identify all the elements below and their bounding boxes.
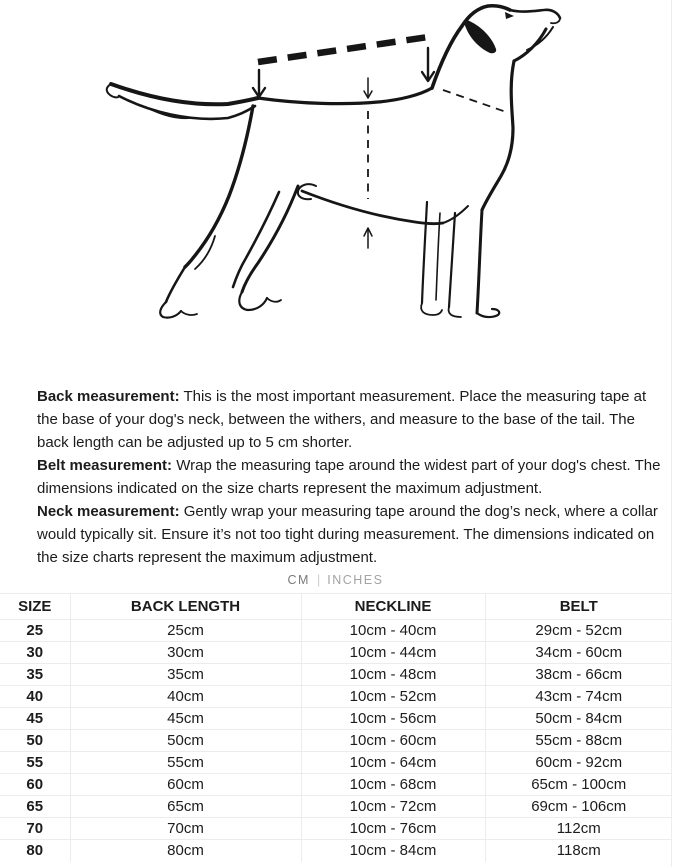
cell-size: 80	[0, 840, 70, 862]
header-belt: BELT	[485, 594, 672, 620]
cell-back-length: 45cm	[70, 708, 301, 730]
cell-belt: 50cm - 84cm	[485, 708, 672, 730]
cell-size: 35	[0, 664, 70, 686]
neck-measurement-paragraph	[37, 500, 670, 569]
cell-neckline: 10cm - 72cm	[301, 796, 485, 818]
cell-back-length: 60cm	[70, 774, 301, 796]
back-measurement-label: Back measurement:	[37, 388, 180, 405]
cell-neckline: 10cm - 44cm	[301, 642, 485, 664]
cell-belt: 43cm - 74cm	[485, 686, 672, 708]
down-arrow-icon	[422, 48, 434, 81]
table-row	[0, 818, 672, 840]
neck-dashed-line	[443, 90, 509, 113]
cell-belt: 34cm - 60cm	[485, 642, 672, 664]
header-size: SIZE	[0, 594, 70, 620]
size-table-body	[0, 620, 672, 862]
cell-neckline: 10cm - 76cm	[301, 818, 485, 840]
cell-size: 70	[0, 818, 70, 840]
cell-neckline: 10cm - 52cm	[301, 686, 485, 708]
size-table-header-row	[0, 594, 672, 620]
cell-belt: 55cm - 88cm	[485, 730, 672, 752]
cell-belt: 112cm	[485, 818, 672, 840]
cell-back-length: 80cm	[70, 840, 301, 862]
down-arrow-icon	[253, 70, 265, 97]
cell-belt: 65cm - 100cm	[485, 774, 672, 796]
cell-back-length: 25cm	[70, 620, 301, 642]
cell-back-length: 70cm	[70, 818, 301, 840]
cell-neckline: 10cm - 68cm	[301, 774, 485, 796]
cell-back-length: 55cm	[70, 752, 301, 774]
cell-back-length: 40cm	[70, 686, 301, 708]
table-row	[0, 840, 672, 862]
dog-measurement-illustration	[0, 0, 672, 372]
cell-back-length: 35cm	[70, 664, 301, 686]
table-row	[0, 774, 672, 796]
table-row	[0, 796, 672, 818]
unit-option-inches[interactable]: INCHES	[327, 573, 384, 587]
table-row	[0, 664, 672, 686]
belt-measurement-paragraph	[37, 454, 670, 500]
cell-neckline: 10cm - 64cm	[301, 752, 485, 774]
down-arrow-icon	[364, 78, 372, 98]
table-row	[0, 642, 672, 664]
dog-figure	[0, 0, 672, 372]
header-back-length: BACK LENGTH	[70, 594, 301, 620]
cell-size: 55	[0, 752, 70, 774]
cell-belt: 69cm - 106cm	[485, 796, 672, 818]
cell-size: 30	[0, 642, 70, 664]
table-row	[0, 752, 672, 774]
neck-measurement-text: Gently wrap your measuring tape around the dog’s neck, where a collar would typically sit. Ensure it’s not too tight during measurement. The dimensions indicated on the size charts represent the maximum adjustment.	[37, 503, 658, 566]
cell-neckline: 10cm - 48cm	[301, 664, 485, 686]
cell-size: 50	[0, 730, 70, 752]
back-measurement-paragraph	[37, 385, 670, 454]
table-row	[0, 708, 672, 730]
belt-measurement-text: Wrap the measuring tape around the widest part of your dog's chest. The dimensions indicated on the size charts represent the maximum adjustment.	[37, 457, 661, 497]
cell-belt: 38cm - 66cm	[485, 664, 672, 686]
cell-size: 40	[0, 686, 70, 708]
cell-back-length: 65cm	[70, 796, 301, 818]
up-arrow-icon	[364, 228, 372, 248]
cell-neckline: 10cm - 40cm	[301, 620, 485, 642]
unit-toggle-divider: |	[316, 573, 321, 587]
table-row	[0, 620, 672, 642]
size-table	[0, 593, 672, 862]
belt-measurement-label: Belt measurement:	[37, 457, 173, 474]
cell-back-length: 30cm	[70, 642, 301, 664]
cell-belt: 60cm - 92cm	[485, 752, 672, 774]
cell-neckline: 10cm - 84cm	[301, 840, 485, 862]
unit-option-cm[interactable]: CM	[287, 573, 310, 587]
cell-size: 65	[0, 796, 70, 818]
cell-size: 45	[0, 708, 70, 730]
cell-neckline: 10cm - 60cm	[301, 730, 485, 752]
back-measurement-text: This is the most important measurement. Place the measuring tape at the base of your dog's neck, between the withers, and measure to the base of the tail. The back length can be adjusted up to 5 cm shorter.	[37, 388, 647, 451]
neck-measurement-label: Neck measurement:	[37, 503, 180, 520]
cell-back-length: 50cm	[70, 730, 301, 752]
cell-size: 60	[0, 774, 70, 796]
eye-shape	[505, 12, 514, 19]
cell-size: 25	[0, 620, 70, 642]
table-row	[0, 686, 672, 708]
cell-neckline: 10cm - 56cm	[301, 708, 485, 730]
back-length-dashed-line	[258, 37, 428, 62]
cell-belt: 118cm	[556, 842, 601, 860]
header-neckline: NECKLINE	[301, 594, 485, 620]
unit-toggle	[0, 573, 671, 587]
measurement-instructions	[37, 372, 670, 569]
cell-belt: 29cm - 52cm	[485, 620, 672, 642]
ear-shape	[465, 20, 496, 53]
table-row	[0, 730, 672, 752]
